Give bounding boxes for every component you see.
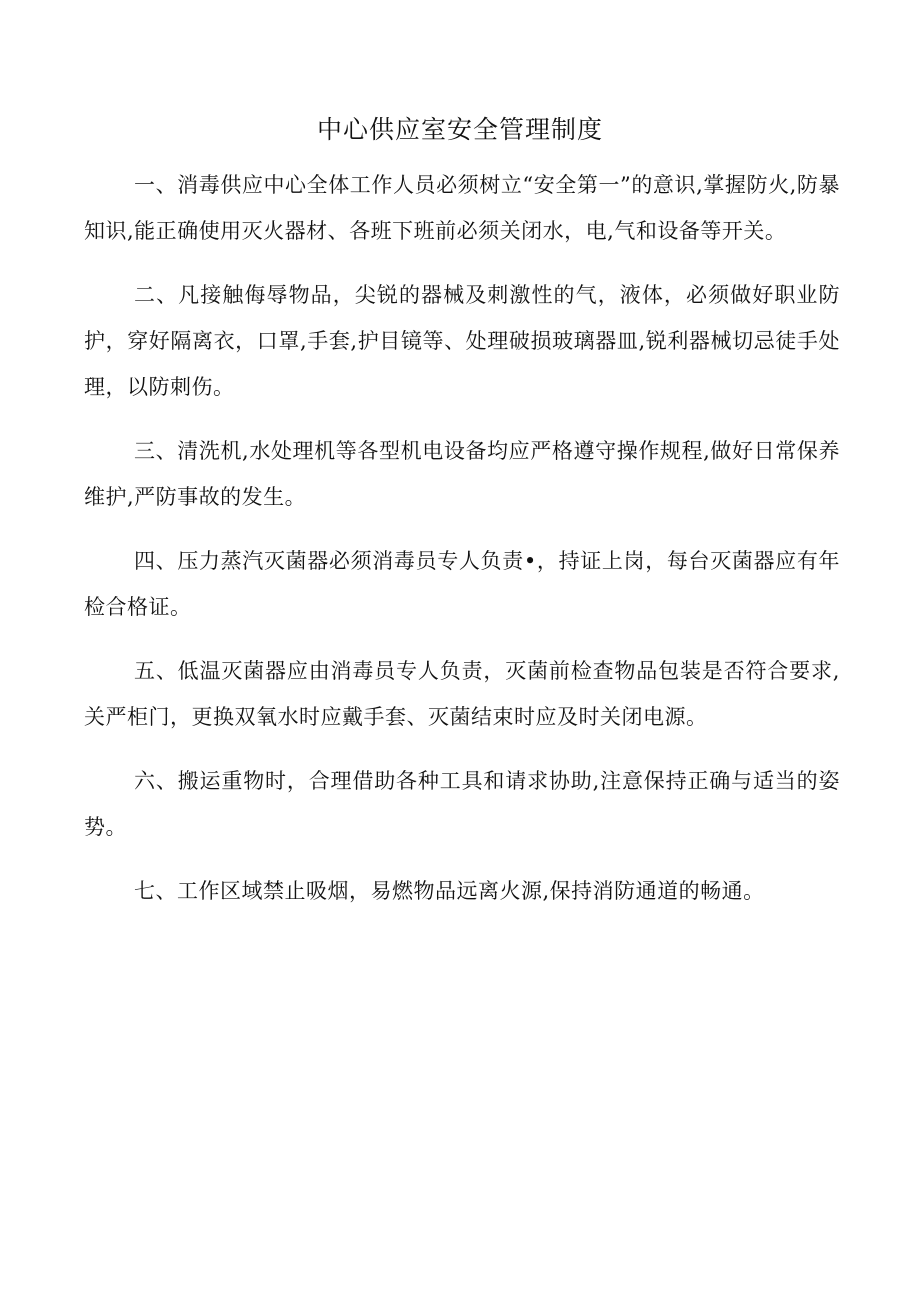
document-title: 中心供应室安全管理制度: [316, 115, 603, 144]
rule-paragraph-5: 五、低温灭菌器应由消毒员专人负责，灭菌前检查物品包装是否符合要求,关严柜门，更换双氧水时应戴手套、灭菌结束时应及时关闭电源。: [84, 659, 840, 729]
rule-paragraph-4: 四、压力蒸汽灭菌器必须消毒员专人负责•，持证上岗，每台灭菌器应有年检合格证。: [84, 549, 840, 619]
rule-paragraph-6: 六、搬运重物时，合理借助各种工具和请求协助,注意保持正确与适当的姿势。: [84, 769, 840, 839]
rule-paragraph-7: 七、工作区域禁止吸烟，易燃物品远离火源,保持消防通道的畅通。: [134, 879, 765, 903]
document-body: [84, 162, 840, 932]
rule-paragraph-1: 一、消毒供应中心全体工作人员必须树立“安全第一”的意识,掌握防火,防暴知识,能正确使用灭火器材、各班下班前必须关闭水，电,气和设备等开关。: [84, 173, 840, 243]
rule-paragraph-2: 二、凡接触侮辱物品，尖锐的器械及刺激性的气，液体，必须做好职业防护，穿好隔离衣，口罩,手套,护目镜等、处理破损玻璃器皿,锐利器械切忌徒手处理，以防刺伤。: [84, 283, 840, 399]
rule-paragraph-3: 三、清洗机,水处理机等各型机电设备均应严格遵守操作规程,做好日常保养维护,严防事故的发生。: [84, 439, 840, 509]
